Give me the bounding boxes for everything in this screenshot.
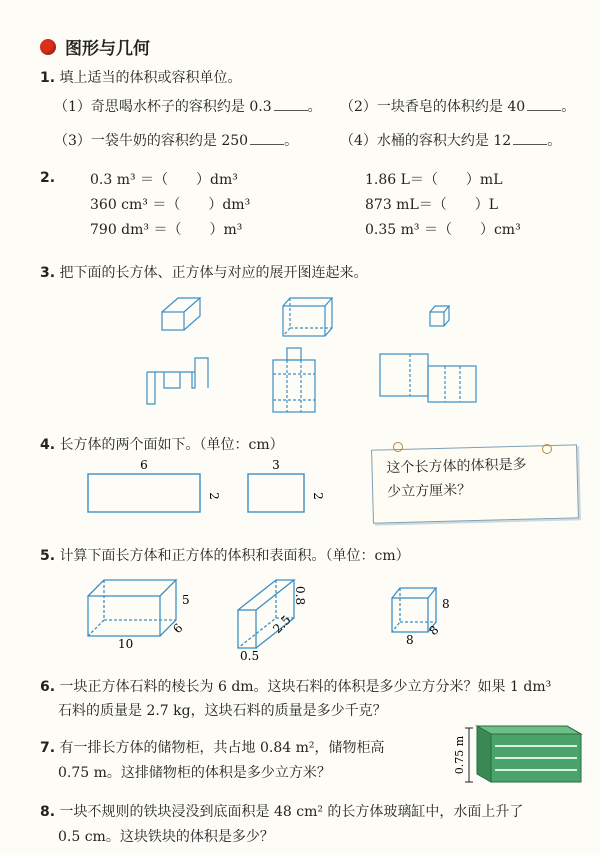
flat-cuboid-figure <box>283 298 332 336</box>
q1-item-label: （3） <box>54 133 91 149</box>
q7-text-1: 有一排长方体的储物柜，共占地 0.84 m²，储物柜高 <box>59 740 385 756</box>
red-dot-icon <box>40 39 56 55</box>
q2-right-1: 1.86 L＝（ ）mL <box>365 172 503 188</box>
section-title: 图形与几何 <box>65 39 150 59</box>
cube-side-label: 8 <box>442 597 450 611</box>
q8-text-2: 0.5 cm。这块铁块的体积是多少？ <box>58 829 274 845</box>
net-figure-2 <box>273 348 315 412</box>
q4-number: 4. <box>40 437 56 453</box>
q6-text-2: 石料的质量是 2.7 kg，这块石料的质量是多少千克？ <box>58 703 387 719</box>
cabinet-height-label: 0.75 m <box>453 735 466 775</box>
box2-height-label: 0.8 <box>293 586 307 606</box>
answer-blank[interactable] <box>274 109 308 111</box>
q2-left-1: 0.3 m³ ＝（ ）dm³ <box>90 172 238 188</box>
q4-stem: 长方体的两个面如下。（单位：cm） <box>59 437 284 453</box>
q1-item-label: （4） <box>340 133 377 149</box>
cube-depth-label: 8 <box>426 622 442 639</box>
q1-item-label: （2） <box>340 99 377 115</box>
q2-left-3: 790 dm³ ＝（ ）m³ <box>90 222 243 238</box>
q7-number: 7. <box>40 740 56 756</box>
q1-item-1 <box>54 96 322 116</box>
q1-item-2 <box>340 96 575 116</box>
box1-height-label: 5 <box>182 593 190 607</box>
q1-item-3 <box>54 130 298 150</box>
q1-item-label: （1） <box>54 99 91 115</box>
pin-icon <box>393 442 403 452</box>
note-line-2: 少立方厘米？ <box>386 482 472 501</box>
q1-stem-line <box>40 67 242 87</box>
q5-number: 5. <box>40 548 56 564</box>
q2-right-2: 873 mL＝（ ）L <box>365 197 499 213</box>
net-figure-1 <box>147 358 208 404</box>
face2-width-label: 3 <box>272 458 280 472</box>
q1-item-text: 水桶的容积大约是 12 <box>376 133 512 149</box>
q3-figures <box>120 292 500 417</box>
q4-stem-line <box>40 434 284 454</box>
q5-stem-line <box>40 545 410 565</box>
q8-line-1 <box>40 801 523 821</box>
q2-right-3: 0.35 m³ ＝（ ）cm³ <box>365 222 521 238</box>
face2-height-label: 2 <box>311 492 325 500</box>
q7-text-2: 0.75 m。这排储物柜的体积是多少立方米？ <box>58 765 331 781</box>
q1-item-end: 。 <box>307 99 322 115</box>
box2-width-label: 0.5 <box>240 649 260 663</box>
small-cube-figure <box>430 306 449 326</box>
q4-faces <box>80 458 330 523</box>
q3-stem-line <box>40 262 368 282</box>
q1-stem: 填上适当的体积或容积单位。 <box>59 70 242 86</box>
q1-number: 1. <box>40 70 56 86</box>
face1-height-label: 2 <box>207 492 221 500</box>
cube-bottom-label: 8 <box>406 633 414 647</box>
box2-length-label: 2.5 <box>270 612 294 637</box>
q3-stem: 把下面的长方体、正方体与对应的展开图连起来。 <box>59 265 368 281</box>
q2-left-2: 360 cm³ ＝（ ）dm³ <box>90 197 251 213</box>
face-rect-1 <box>88 474 200 512</box>
answer-blank[interactable] <box>527 109 561 111</box>
q1-item-end: 。 <box>547 133 562 149</box>
pin-icon <box>542 444 552 454</box>
q8-text-1: 一块不规则的铁块浸没到底面积是 48 cm² 的长方体玻璃缸中，水面上升了 <box>59 804 524 820</box>
cuboid-1-figure <box>88 580 176 636</box>
cuboid-2-figure <box>238 580 294 648</box>
q6-line-1 <box>40 676 551 696</box>
q5-figures <box>80 572 480 664</box>
face1-width-label: 6 <box>140 458 148 472</box>
q2-number-wrap <box>40 170 55 186</box>
answer-blank[interactable] <box>513 143 547 145</box>
box1-length-label: 10 <box>118 637 134 651</box>
q5-stem: 计算下面长方体和正方体的体积和表面积。（单位：cm） <box>59 548 410 564</box>
section-header <box>40 34 150 59</box>
q3-number: 3. <box>40 265 56 281</box>
box1-width-label: 6 <box>170 620 186 637</box>
q1-item-text: 一袋牛奶的容积约是 250 <box>90 133 249 149</box>
face-rect-2 <box>248 474 304 512</box>
q2-number: 2. <box>40 170 56 186</box>
q1-item-end: 。 <box>561 99 576 115</box>
answer-blank[interactable] <box>250 143 284 145</box>
q1-item-text: 一块香皂的体积约是 40 <box>376 99 526 115</box>
long-cuboid-figure <box>162 298 200 330</box>
cabinet-figure <box>455 718 590 786</box>
hint-note <box>371 444 579 523</box>
q7-line-1 <box>40 737 384 757</box>
note-line-1: 这个长方体的体积是多 <box>386 456 527 477</box>
q6-number: 6. <box>40 679 56 695</box>
q1-item-end: 。 <box>284 133 299 149</box>
q6-text-1: 一块正方体石料的棱长为 6 dm。这块石料的体积是多少立方分米？如果 1 dm³ <box>59 679 552 695</box>
q1-item-4 <box>340 130 561 150</box>
net-figure-3 <box>380 354 476 402</box>
q8-number: 8. <box>40 804 56 820</box>
q1-item-text: 奇思喝水杯子的容积约是 0.3 <box>90 99 272 115</box>
